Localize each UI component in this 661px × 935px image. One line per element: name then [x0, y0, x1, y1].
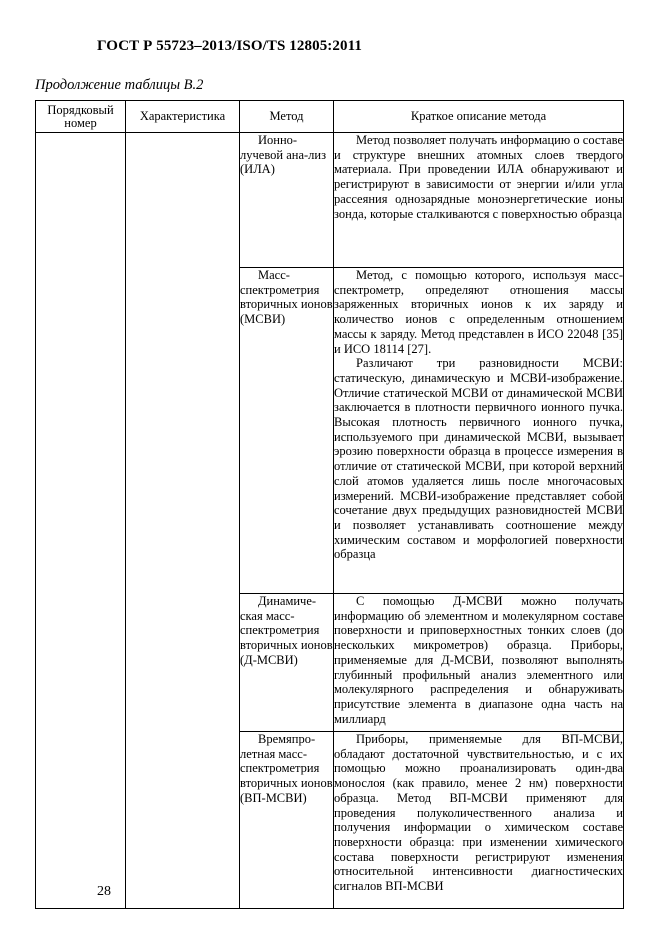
method-name-first-line: Ионно- [258, 133, 298, 147]
table-header-row [36, 101, 624, 133]
method-name-first-line: Времяпро- [258, 732, 316, 746]
method-name-first-line: Динамиче- [258, 594, 317, 608]
method-name-rest: летная масс-спектрометрия вторичных ионов (ВП-МСВИ) [240, 746, 333, 805]
description-cell [334, 732, 624, 909]
column-header-number: Порядковый номер [36, 101, 126, 133]
methods-table [35, 100, 624, 909]
method-name-rest: ская масс-спектрометрия вторичных ионов (Д-МСВИ) [240, 608, 333, 667]
table-caption: Продолжение таблицы В.2 [35, 77, 204, 93]
method-name-rest: спектрометрия вторичных ионов (МСВИ) [240, 282, 333, 327]
column-header-characteristic: Характеристика [126, 101, 240, 133]
description-paragraph: Метод, с помощью которого, используя масс-спектрометр, определяют отношения массы заряженных вторичных ионов к их заряду и количество ионов с определенным отношением массы к заряду. Метод представлен в ИСО 22048 [35] и ИСО 18114 [27]. [334, 268, 623, 356]
method-cell [240, 594, 334, 732]
column-header-description: Краткое описание метода [334, 101, 624, 133]
page-number: 28 [97, 884, 111, 899]
method-name-rest: лучевой ана-лиз (ИЛА) [240, 147, 327, 177]
description-paragraph: С помощью Д-МСВИ можно получать информацию об элементном и молекулярном составе поверхности и приповерхностных тонких слоев (до нескольких микрометров) образца. Приборы, применяемые для Д-МСВИ, позволяют выполнять глубинный профильный анализ элементного или молекулярного распределения и обнаруживать присутствие элемента в диапазоне одна часть на миллиард [334, 594, 623, 726]
method-name-first-line: Масс- [258, 268, 290, 282]
column-header-method: Метод [240, 101, 334, 133]
description-cell [334, 133, 624, 268]
number-cell [36, 133, 126, 909]
description-paragraph: Различают три разновидности МСВИ: статическую, динамическую и МСВИ-изображение. Отличие статической МСВИ от динамической МСВИ заключается в плотности первичного ионного пучка. Высокая плотность первичного ионного пучка, используемого при динамической МСВИ, вызывает эрозию поверхности образца в процессе измерения в отличие от статической МСВИ, при которой верхний слой атомов удаляется лишь после многочасовых измерений. МСВИ-изображение представляет собой сочетание двух предыдущих разновидностей МСВИ и позволяет устанавливать соотношение между химическим составом и морфологией поверхности образца [334, 356, 623, 562]
method-cell [240, 732, 334, 909]
description-cell [334, 594, 624, 732]
document-header: ГОСТ Р 55723–2013/ISO/TS 12805:2011 [97, 38, 362, 54]
table-row [36, 133, 624, 268]
method-cell [240, 268, 334, 594]
characteristic-cell [126, 133, 240, 909]
method-cell [240, 133, 334, 268]
description-paragraph: Приборы, применяемые для ВП-МСВИ, обладают достаточной чувствительностью, и с их помощью можно проанализировать один-два монослоя (как правило, менее 2 нм) поверхности образца. Метод ВП-МСВИ применяют для проведения полуколичественного анализа и получения информации о химическом составе поверхности образца: при изменении химического состава поверхности регистрируют изменения относительной интенсивности диагностических сигналов ВП-МСВИ [334, 732, 623, 894]
description-cell [334, 268, 624, 594]
description-paragraph: Метод позволяет получать информацию о составе и структуре внешних атомных слоев твердого материала. При проведении ИЛА обнаруживают и регистрируют в зависимости от энергии и/или угла рассеяния однозарядные моноэнергетические ионы зонда, которые сталкиваются с поверхностью образца [334, 133, 623, 221]
